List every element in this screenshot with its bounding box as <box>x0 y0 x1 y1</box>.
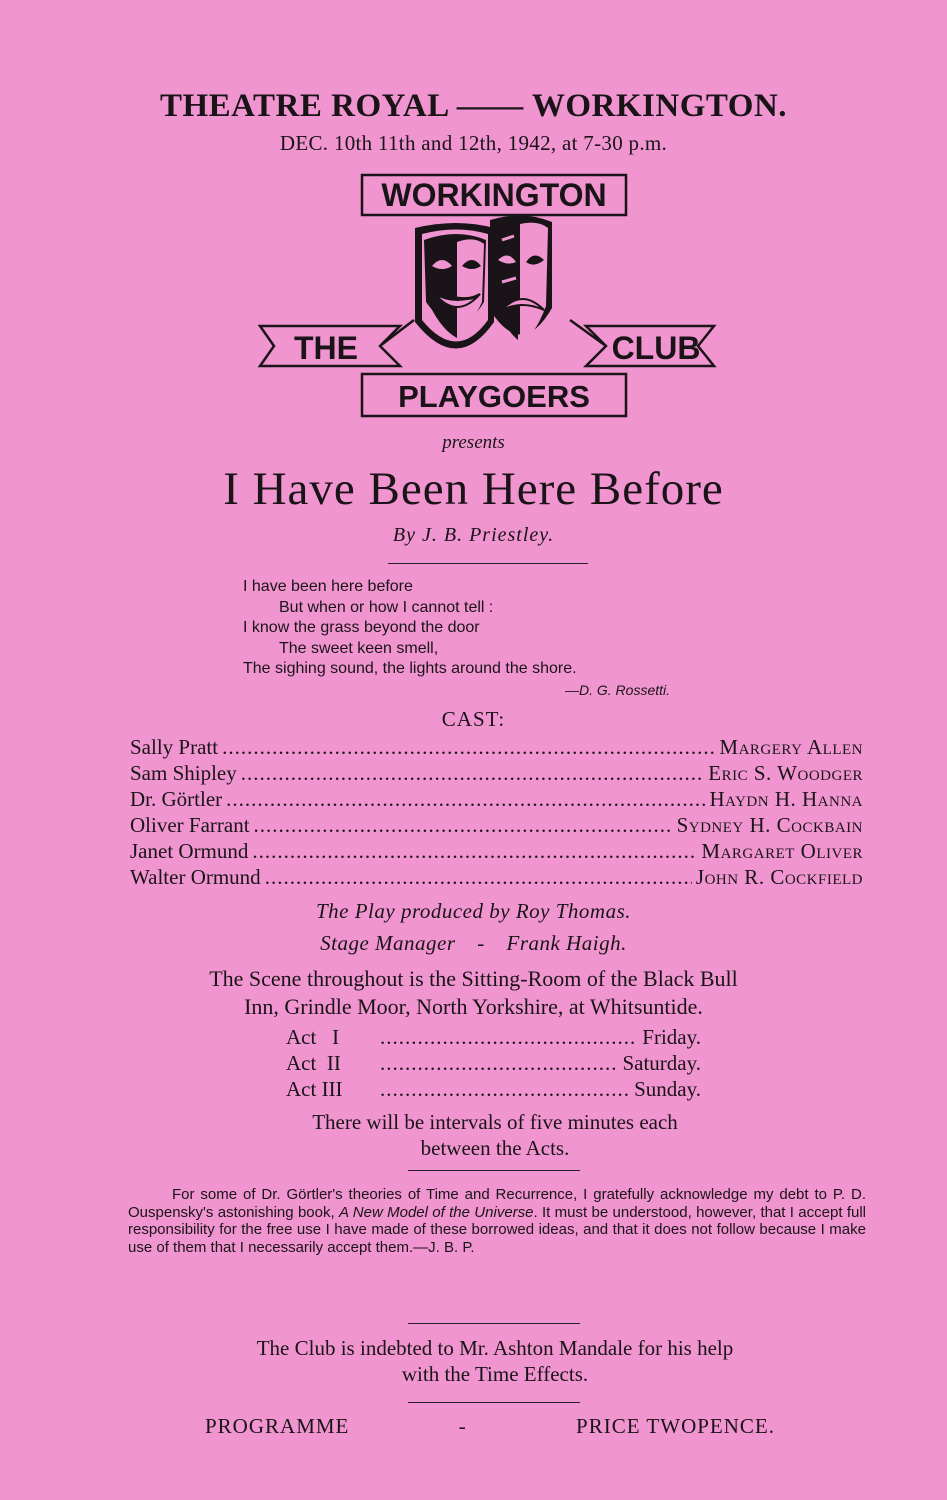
leader-dots <box>265 865 692 890</box>
cast-role: Dr. Görtler <box>130 787 223 811</box>
presents-label: presents <box>442 432 505 453</box>
producer-credit: The Play produced by Roy Thomas. <box>315 899 631 923</box>
leader-dots <box>380 1051 616 1076</box>
performance-dates: DEC. 10th 11th and 12th, 1942, at 7-30 p.m. <box>279 131 668 155</box>
play-author: By J. B. Priestley. <box>392 524 555 546</box>
act-row <box>286 1077 701 1103</box>
cast-row <box>130 865 863 891</box>
scene-description <box>0 965 947 1021</box>
club-note-line: The Club is indebted to Mr. Ashton Mandale for his help <box>256 1336 734 1360</box>
club-acknowledgement <box>0 1335 947 1387</box>
cast-row <box>130 813 863 839</box>
epigraph-poem <box>243 577 577 680</box>
author-note <box>128 1186 866 1256</box>
leader-dots <box>241 761 705 786</box>
act-row <box>286 1051 701 1077</box>
act-day: Saturday. <box>622 1051 701 1075</box>
theatre-heading: THEATRE ROYAL —— WORKINGTON. <box>159 88 788 124</box>
playgoers-club-logo <box>252 170 722 428</box>
acts-list <box>286 1025 701 1103</box>
play-title: I Have Been Here Before <box>223 463 724 515</box>
divider <box>408 1323 580 1324</box>
note-part: . It must be understood, however, that I accept full responsibility for the free use I have made of these borrowed ideas, and that it does not follow because I make use of them that I necessarily accept them.—J. B. P. <box>128 1203 866 1256</box>
scene-line: Inn, Grindle Moor, North Yorkshire, at Whitsuntide. <box>244 994 703 1019</box>
book-title: A New Model of the Universe <box>338 1203 534 1221</box>
act-row <box>286 1025 701 1051</box>
act-label: Act III <box>286 1077 343 1101</box>
act-label: Act I <box>286 1025 340 1049</box>
poem-line: But when or how I cannot tell : <box>279 598 494 616</box>
logo-left-word: THE <box>294 330 358 366</box>
cast-row <box>130 839 863 865</box>
cast-role: Janet Ormund <box>130 839 249 863</box>
stage-manager-name: Frank Haigh. <box>506 931 627 955</box>
leader-dots <box>254 813 673 838</box>
act-day: Sunday. <box>634 1077 701 1101</box>
cast-row <box>130 761 863 787</box>
cast-role: Sally Pratt <box>130 735 219 759</box>
comedy-tragedy-masks-icon <box>415 215 552 348</box>
divider <box>388 563 588 564</box>
cast-actor: Margaret Oliver <box>701 839 863 863</box>
act-day: Friday. <box>642 1025 701 1049</box>
cast-row <box>130 735 863 761</box>
stage-manager-credit <box>0 931 947 956</box>
act-label: Act II <box>286 1051 341 1075</box>
separator: - <box>477 931 485 955</box>
club-note-line: with the Time Effects. <box>401 1362 589 1386</box>
cast-actor: Sydney H. Cockbain <box>676 813 863 837</box>
cast-list <box>130 735 863 891</box>
cast-actor: Margery Allen <box>719 735 863 759</box>
cast-actor: John R. Cockfield <box>695 865 863 889</box>
logo-right-word: CLUB <box>611 330 701 366</box>
price-label: PRICE TWOPENCE. <box>576 1414 775 1438</box>
programme-footer <box>205 1414 775 1439</box>
leader-dots <box>222 735 715 760</box>
cast-actor: Eric S. Woodger <box>708 761 863 785</box>
poem-line: The sighing sound, the lights around the shore. <box>243 660 577 677</box>
leader-dots <box>252 839 697 864</box>
note-part: For some of Dr. Görtler's theories of Time and Recurrence, I gratefully acknowledge my debt to P. D. Ouspensky's astonishing book, <box>128 1186 866 1221</box>
separator: - <box>458 1414 467 1438</box>
leader-dots <box>226 787 705 812</box>
programme-label: PROGRAMME <box>205 1414 350 1438</box>
cast-row <box>130 787 863 813</box>
intervals-note <box>0 1109 947 1161</box>
divider <box>408 1170 580 1171</box>
divider <box>408 1402 580 1403</box>
cast-role: Oliver Farrant <box>130 813 250 837</box>
intervals-line: between the Acts. <box>420 1136 570 1160</box>
poem-line: I know the grass beyond the door <box>243 619 480 636</box>
scene-line: The Scene throughout is the Sitting-Room of the Black Bull <box>209 966 738 991</box>
cast-heading: CAST: <box>441 707 506 731</box>
logo-bottom-word: PLAYGOERS <box>398 379 590 414</box>
author-note-text <box>128 1186 866 1256</box>
cast-role: Sam Shipley <box>130 761 237 785</box>
intervals-line: There will be intervals of five minutes each <box>312 1110 678 1134</box>
stage-manager-label: Stage Manager <box>320 931 456 955</box>
cast-actor: Haydn H. Hanna <box>709 787 863 811</box>
cast-role: Walter Ormund <box>130 865 261 889</box>
leader-dots <box>380 1077 628 1102</box>
leader-dots <box>380 1025 636 1050</box>
logo-top-word: WORKINGTON <box>381 177 607 213</box>
poem-line: I have been here before <box>243 578 413 595</box>
poem-line: The sweet keen smell, <box>279 639 439 657</box>
poem-attribution: —D. G. Rossetti. <box>565 682 671 698</box>
